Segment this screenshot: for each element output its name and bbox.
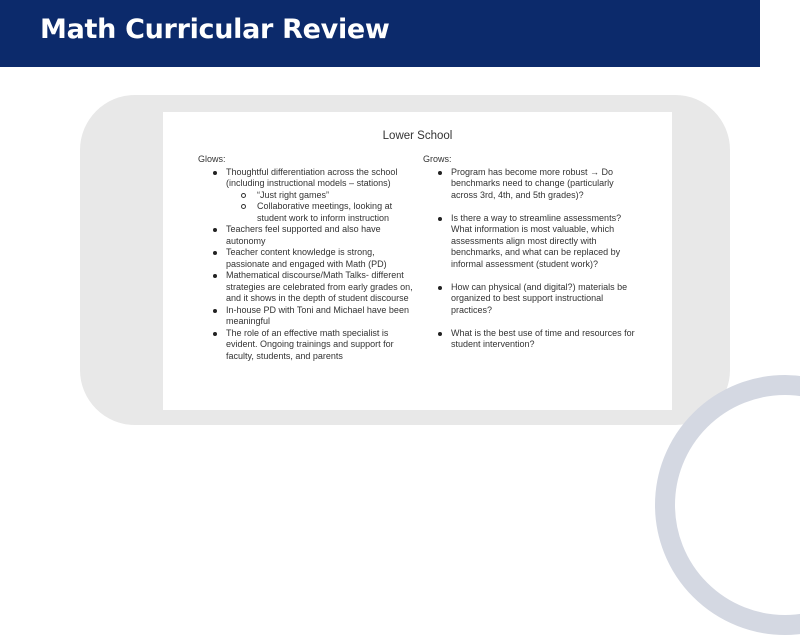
glows-item: Teachers feel supported and also have autonomy	[198, 224, 418, 247]
grows-column	[423, 154, 638, 362]
glows-item: The role of an effective math specialist is evident. Ongoing trainings and support for faculty, students, and parents	[198, 328, 418, 363]
glows-item: Teacher content knowledge is strong, passionate and engaged with Math (PD)	[198, 247, 418, 270]
glows-column	[198, 154, 418, 362]
grows-item: What is the best use of time and resources for student intervention?	[423, 328, 638, 351]
grows-list	[423, 167, 638, 351]
glows-label: Glows:	[198, 154, 226, 164]
grows-item: How can physical (and digital?) materials be organized to best support instructional practices?	[423, 282, 638, 317]
grows-item: Is there a way to streamline assessments? What information is most valuable, which assessments align most directly with benchmarks, and what can be replaced by informal assessment (student work)?	[423, 213, 638, 271]
glows-subitem: “Just right games”	[198, 190, 418, 202]
glows-item: Thoughtful differentiation across the school (including instructional models – stations)	[198, 167, 418, 190]
slide-title: Math Curricular Review	[40, 14, 390, 45]
document-image	[163, 112, 672, 410]
grows-label: Grows:	[423, 154, 452, 164]
grows-item: Program has become more robust → Do benchmarks need to change (particularly across 3rd, 4th, and 5th grades)?	[423, 167, 638, 202]
glows-list	[198, 167, 418, 363]
glows-subitem: Collaborative meetings, looking at student work to inform instruction	[198, 201, 418, 224]
document-heading: Lower School	[382, 130, 453, 142]
glows-item: Mathematical discourse/Math Talks- different strategies are celebrated from early grades on, and it shows in the depth of student discourse	[198, 270, 418, 305]
title-banner	[0, 0, 760, 67]
glows-item: In-house PD with Toni and Michael have been meaningful	[198, 305, 418, 328]
